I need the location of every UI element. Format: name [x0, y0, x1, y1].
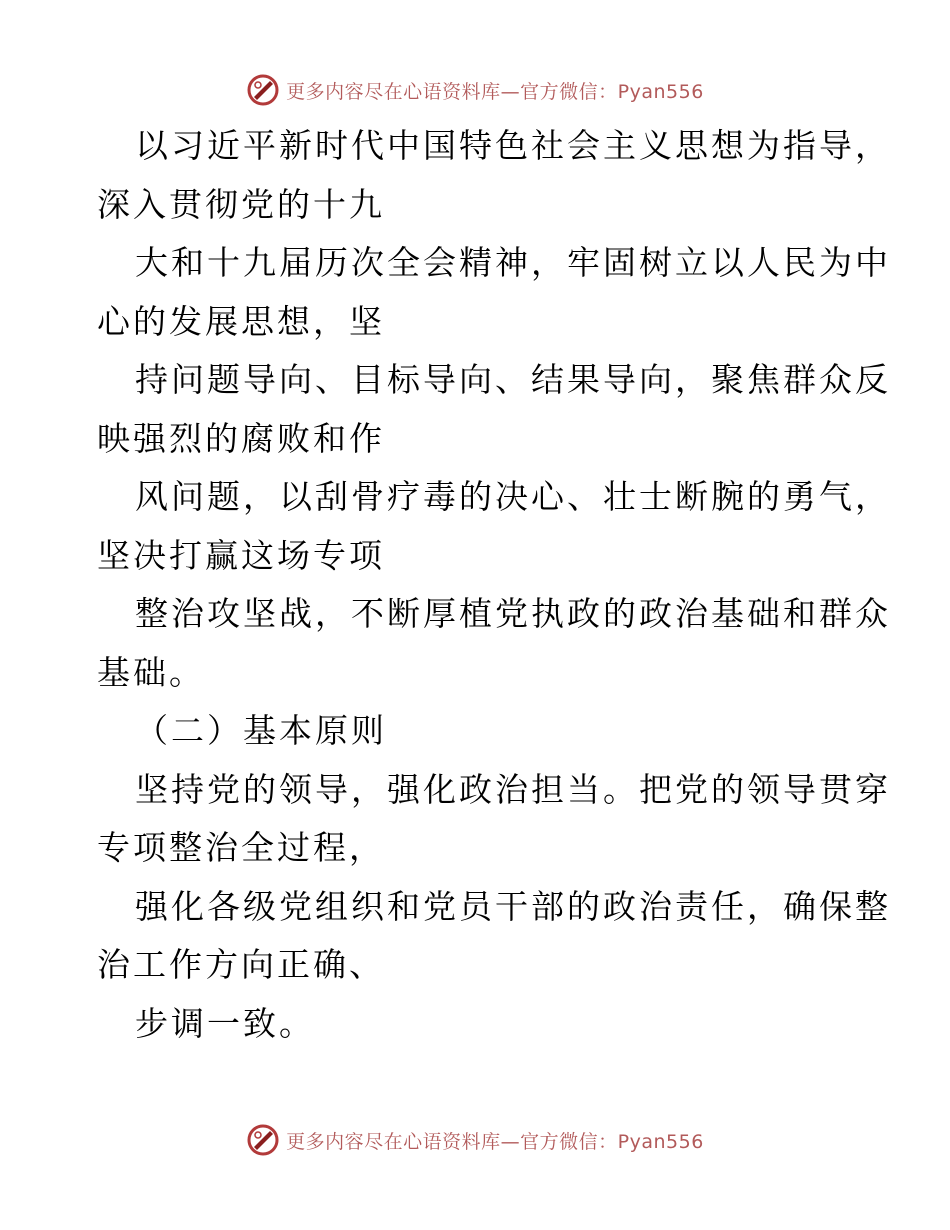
body-line-7: 风问题，以刮骨疗毒的决心、壮士断腕的勇气，	[135, 477, 891, 516]
brand-logo-icon	[246, 1123, 280, 1157]
section-heading: （二）基本原则	[135, 711, 387, 750]
body-line-12: 坚持党的领导，强化政治担当。把党的领导贯穿	[135, 769, 891, 809]
body-line-9: 整治攻坚战，不断厚植党执政的政治基础和群众	[135, 594, 891, 633]
body-line-4: 心的发展思想，坚	[97, 301, 385, 341]
body-line-16: 步调一致。	[135, 1003, 315, 1043]
body-line-14: 强化各级党组织和党员干部的政治责任，确保整	[135, 886, 891, 926]
footer-banner-text: 更多内容尽在心语资料库—官方微信：Pyan556	[286, 1130, 704, 1153]
body-line-8: 坚决打赢这场专项	[97, 535, 385, 575]
body-line-15: 治工作方向正确、	[97, 945, 385, 984]
footer-banner	[0, 1120, 950, 1160]
header-banner	[0, 70, 950, 110]
body-line-6: 映强烈的腐败和作	[97, 418, 385, 458]
brand-logo-icon	[246, 73, 280, 107]
body-line-1: 以习近平新时代中国特色社会主义思想为指导，	[135, 126, 891, 165]
body-line-10: 基础。	[97, 652, 205, 692]
body-line-5: 持问题导向、目标导向、结果导向，聚焦群众反	[135, 360, 891, 399]
body-line-13: 专项整治全过程，	[97, 828, 385, 867]
document-body	[97, 117, 891, 1053]
body-line-3: 大和十九届历次全会精神，牢固树立以人民为中	[135, 243, 891, 282]
header-banner-text: 更多内容尽在心语资料库—官方微信：Pyan556	[286, 80, 704, 103]
body-line-2: 深入贯彻党的十九	[97, 184, 385, 224]
